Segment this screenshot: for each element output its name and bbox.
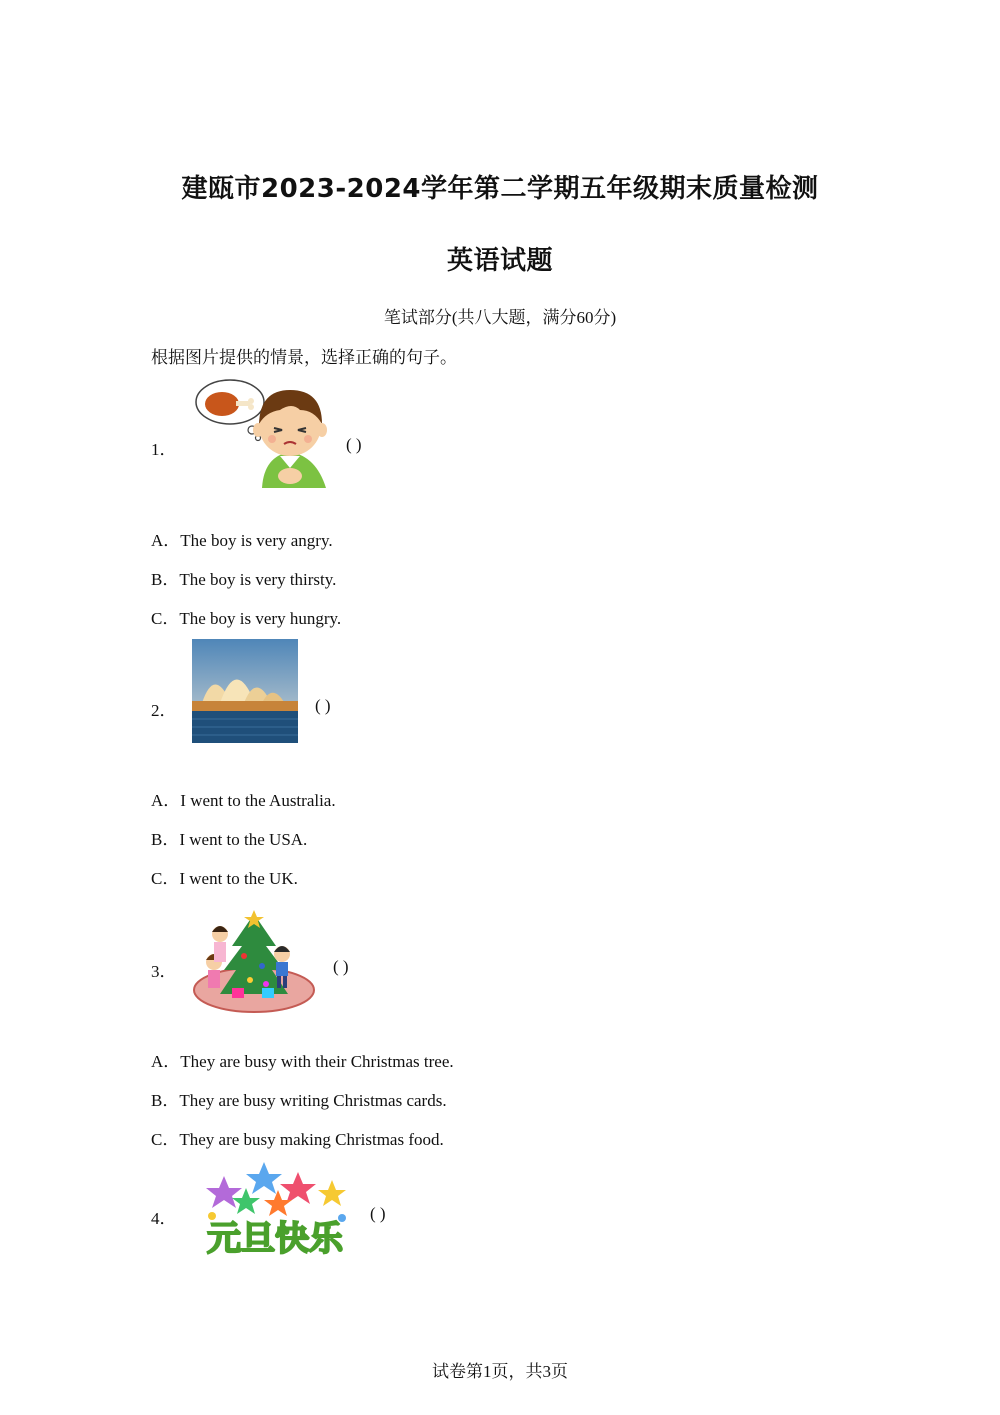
question-2-option-c: C．I went to the UK. <box>151 869 298 888</box>
instruction-text: 根据图片提供的情景，选择正确的句子。 <box>151 348 457 367</box>
question-3-number: 3． <box>151 962 177 981</box>
section-heading: 笔试部分(共八大题，满分60分) <box>383 308 617 327</box>
children-decorating-christmas-tree-icon <box>192 910 316 1014</box>
question-4-number: 4． <box>151 1209 177 1228</box>
page-footer: 试卷第1页，共3页 <box>432 1362 568 1381</box>
question-1-number: 1． <box>151 440 177 459</box>
question-2-answer-blank: ( ) <box>315 696 331 715</box>
question-3-option-c: C．They are busy making Christmas food. <box>151 1130 444 1149</box>
exam-title: 建瓯市2023-2024学年第二学期五年级期末质量检测 <box>181 174 819 204</box>
question-4-answer-blank: ( ) <box>370 1204 386 1223</box>
sydney-opera-house-photo <box>192 639 298 743</box>
question-1-answer-blank: ( ) <box>346 435 362 454</box>
question-3-option-b: B．They are busy writing Christmas cards. <box>151 1091 447 1110</box>
subject-title: 英语试题 <box>446 246 553 276</box>
happy-new-year-text: 元旦快乐 <box>207 1219 343 1259</box>
happy-new-year-stars-icon <box>194 1158 356 1260</box>
question-1-option-c: C．The boy is very hungry. <box>151 609 342 628</box>
question-1-option-a: A．The boy is very angry. <box>151 531 333 550</box>
hungry-boy-thinking-of-chicken-leg-icon <box>192 376 332 488</box>
question-2-option-b: B．I went to the USA. <box>151 830 308 849</box>
question-3-option-a: A．They are busy with their Christmas tree. <box>151 1052 454 1071</box>
question-2-option-a: A．I went to the Australia. <box>151 791 336 810</box>
question-3-answer-blank: ( ) <box>333 957 349 976</box>
question-2-number: 2． <box>151 701 177 720</box>
question-1-option-b: B．The boy is very thirsty. <box>151 570 337 589</box>
